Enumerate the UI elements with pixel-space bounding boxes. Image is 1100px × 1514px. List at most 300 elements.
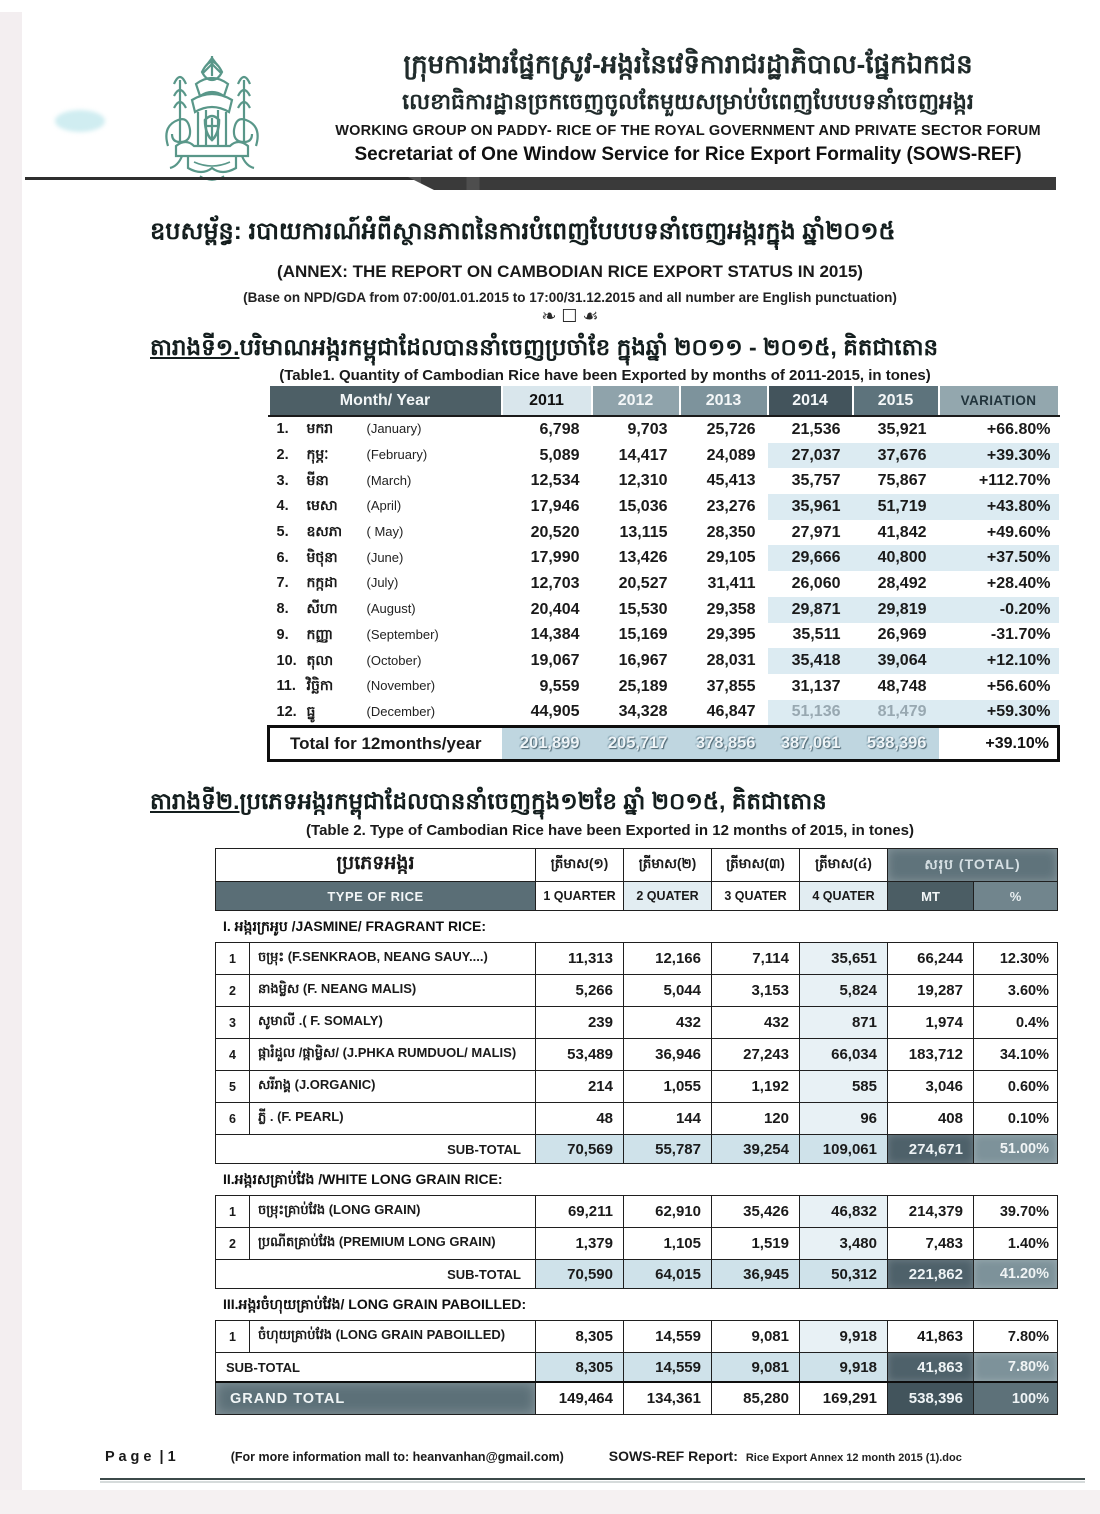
quarter2-khmer: ត្រីមាស(២) [624,849,712,882]
month-khmer: ឧសភា [306,523,343,540]
month-number: 4. [276,498,289,515]
column-header-2014: 2014 [768,386,853,416]
table2-header-khmer-row [216,849,1058,882]
month-number: 11. [276,678,296,695]
value-2011: 5,089 [539,446,580,464]
subtotal-q4: 109,061 [800,1135,888,1164]
scan-edge-left [0,12,22,1514]
mt-value: 183,712 [888,1039,974,1071]
value-2013: 31,411 [707,574,756,592]
q1-value: 53,489 [536,1039,624,1071]
table-row [269,520,1059,546]
month-english: (April) [366,498,402,514]
row-number: 2 [216,1228,250,1260]
percent-value: 1.40% [974,1228,1058,1260]
total-header-khmer: សរុប (TOTAL) [888,849,1058,882]
section3-subtotal-and-grand [216,1353,1058,1415]
q2-value: 36,946 [624,1039,712,1071]
month-number: 7. [276,575,289,592]
divider-ornament: ❧ ☐ ☙ [541,306,599,326]
section1-title: I. អង្ករក្រអូប /JASMINE/ FRAGRANT RICE: [223,918,487,934]
table1-header-row [269,386,1059,416]
subtotal-q3: 39,254 [712,1135,800,1164]
royal-arms-of-cambodia-logo [158,50,266,192]
table-row [216,975,1058,1007]
row-number: 6 [216,1103,250,1135]
percent-value: 7.80% [974,1321,1058,1353]
month-cell [269,545,502,571]
quarter2-english: 2 QUATER [624,882,712,911]
subtotal-q3: 36,945 [712,1260,800,1289]
value-2013: 29,358 [706,600,756,618]
value-2013: 29,105 [706,549,756,567]
value-2012: 15,036 [618,497,668,515]
table-row [269,468,1059,494]
table1-title-khmer [150,334,938,367]
value-2012: 13,115 [619,523,668,541]
q2-value: 12,166 [624,943,712,975]
subtotal-q3: 9,081 [712,1353,800,1383]
table1-total-row [269,727,1059,761]
value-2013: 28,031 [706,652,756,670]
rice-type-name: ផ្ការំដួល /ផ្កាម្លិស/ (J.PHKA RUMDUOL/ MALIS) [250,1039,536,1071]
row-number: 3 [216,1007,250,1039]
q4-value: 96 [800,1103,888,1135]
month-cell [269,571,502,597]
table-row [269,700,1059,727]
mt-value: 3,046 [888,1071,974,1103]
quarter4-english: 4 QUATER [800,882,888,911]
month-number: 1. [276,421,289,438]
q3-value: 7,114 [712,943,800,975]
q1-value: 11,313 [536,943,624,975]
mt-value: 214,379 [888,1196,974,1228]
subtotal-q1: 8,305 [536,1353,624,1383]
table-row [216,1228,1058,1260]
subtotal-row [216,1260,1058,1289]
value-2011: 20,404 [530,600,580,618]
value-2012: 34,328 [618,703,668,721]
value-variation: +37.50% [939,545,1059,571]
column-header-2015: 2015 [853,386,939,416]
q3-value: 9,081 [712,1321,800,1353]
value-2015: 35,921 [877,420,927,438]
value-2015: 29,819 [853,597,939,623]
rice-type-name: ប្រណីតគ្រាប់វែង (PREMIUM LONG GRAIN) [250,1228,536,1260]
month-cell [269,623,502,649]
month-khmer: សីហា [306,600,338,617]
month-number: 9. [276,626,289,643]
section1-subtotal [216,1135,1058,1164]
q3-value: 3,153 [712,975,800,1007]
percent-header: % [974,882,1058,911]
table1-header [269,386,1059,416]
value-2011: 17,990 [530,549,580,567]
q1-value: 5,266 [536,975,624,1007]
q4-value: 66,034 [800,1039,888,1071]
row-number: 4 [216,1039,250,1071]
mt-value: 1,974 [888,1007,974,1039]
total-2014: 387,061 [768,727,853,761]
q3-value: 35,426 [712,1196,800,1228]
subtotal-q4: 50,312 [800,1260,888,1289]
column-header-2013: 2013 [680,386,768,416]
value-variation: -0.20% [939,597,1059,623]
month-english: (September) [366,626,439,642]
month-khmer: មករា [306,420,334,437]
value-2014: 31,137 [791,677,841,695]
value-2013: 45,413 [706,472,756,490]
page-number: P a g e | 1 [105,1449,176,1465]
value-2011: 12,703 [530,574,580,592]
footer-rule [100,1478,1085,1480]
q4-value: 3,480 [800,1228,888,1260]
q3-value: 120 [712,1103,800,1135]
table-row [269,623,1059,649]
table-row [216,1071,1058,1103]
value-2011: 9,559 [539,677,580,695]
column-header-2011: 2011 [502,386,592,416]
month-cell [269,674,502,700]
section2-rows [216,1196,1058,1260]
row-number: 1 [216,1196,250,1228]
month-cell [269,520,502,546]
value-2015: 39,064 [853,648,939,674]
row-number: 1 [216,943,250,975]
value-2015: 51,719 [853,494,939,520]
value-2014: 27,971 [791,523,841,541]
month-english: ( May) [366,524,404,540]
value-variation: +112.70% [978,472,1051,490]
q4-value: 46,832 [800,1196,888,1228]
quarter1-khmer: ត្រីមាស(១) [536,849,624,882]
table-row [216,1103,1058,1135]
table-row [269,545,1059,571]
month-cell [269,494,502,520]
value-2012: 9,703 [627,420,668,438]
column-header-2012: 2012 [592,386,680,416]
mt-value: 66,244 [888,943,974,975]
month-english: (November) [366,678,436,694]
value-2014: 35,961 [768,494,853,520]
table-row [269,443,1059,469]
value-2012: 25,189 [618,677,668,695]
month-english: (July) [366,575,399,591]
q1-value: 239 [536,1007,624,1039]
value-2015: 75,867 [877,472,927,490]
rice-type-name: នាងម្លិស (F. NEANG MALIS) [250,975,536,1007]
value-2013: 29,395 [706,626,756,644]
grand-mt: 538,396 [888,1382,974,1415]
total-2012: 205,717 [592,727,680,761]
value-2011: 6,798 [539,420,580,438]
report-label: SOWS-REF Report: [608,1448,738,1464]
grand-total-row [216,1382,1058,1415]
subtotal-mt: 221,862 [888,1260,974,1289]
month-khmer: កញ្ញា [306,625,333,642]
percent-value: 0.4% [974,1007,1058,1039]
value-2013: 24,089 [706,446,756,464]
month-english: (June) [366,549,404,565]
grand-total-label: GRAND TOTAL [216,1382,536,1415]
value-variation: +39.30% [939,443,1059,469]
percent-value: 0.60% [974,1071,1058,1103]
value-variation: +28.40% [986,574,1051,592]
q4-value: 5,824 [800,975,888,1007]
month-khmer: មិថុនា [306,548,338,565]
value-2012: 16,967 [618,652,668,670]
month-khmer: កក្កដា [306,574,338,591]
table1-body [269,416,1059,727]
grand-q2: 134,361 [624,1382,712,1415]
mt-value: 408 [888,1103,974,1135]
type-of-rice-english: TYPE OF RICE [216,882,536,911]
letterhead-khmer-line1: ក្រុមការងារផ្នែកស្រូវ-អង្ករនៃវេទិការាជរដ្ឋាភិបាល-ផ្នែកឯកជន [403,49,973,79]
subtotal-label: SUB-TOTAL [216,1135,536,1164]
value-2014: 35,418 [768,648,853,674]
table-row [269,597,1059,623]
value-2011: 14,384 [530,626,580,644]
q2-value: 62,910 [624,1196,712,1228]
month-english: (October) [366,652,422,668]
column-header-month-year: Month/ Year [269,386,502,416]
subtotal-mt: 41,863 [888,1353,974,1383]
value-2014: 29,871 [768,597,853,623]
q1-value: 214 [536,1071,624,1103]
total-variation: +39.10% [939,727,1059,761]
value-2015: 28,492 [877,574,927,592]
month-khmer: កុម្ភៈ [306,446,329,463]
q1-value: 1,379 [536,1228,624,1260]
value-2014: 35,511 [792,626,841,644]
value-2011: 20,520 [530,523,580,541]
scan-edge-bottom [0,1490,1100,1514]
value-2014: 35,757 [791,472,841,490]
q2-value: 14,559 [624,1321,712,1353]
month-cell [269,468,502,494]
rice-type-name: ភ្លី . (F. PEARL) [250,1103,536,1135]
rice-type-name: ចម្រុះ (F.SENKRAOB, NEANG SAUY....) [250,943,536,975]
table2-title-khmer-rest: ប្រភេទអង្ករកម្ពុជាដែលបាននាំចេញក្នុង១២ខែ ឆ្នាំ ២០១៥, គិតជាតោន [239,788,827,814]
value-2012: 12,310 [618,472,668,490]
month-english: (February) [366,447,428,463]
subtotal-row [216,1353,1058,1383]
value-2011: 44,905 [530,703,580,721]
letterhead-english-line2: Secretariat of One Window Service for Rice Export Formality (SOWS-REF) [354,144,1022,165]
table-row [269,416,1059,443]
value-2014: 51,136 [768,700,853,727]
letterhead [318,44,1058,168]
percent-value: 3.60% [974,975,1058,1007]
table2-title-khmer [150,788,827,821]
table2-header-english-row [216,882,1058,911]
percent-value: 12.30% [974,943,1058,975]
q4-value: 9,918 [800,1321,888,1353]
value-variation: +56.60% [986,677,1051,695]
mt-value: 41,863 [888,1321,974,1353]
month-number: 10. [276,652,297,669]
table1-title-khmer-prefix: តារាងទី១. [150,334,240,360]
mt-value: 7,483 [888,1228,974,1260]
value-2015: 81,479 [853,700,939,727]
month-number: 2. [276,447,289,464]
q2-value: 1,055 [624,1071,712,1103]
month-khmer: ធ្នូ [306,702,316,719]
table-row [216,943,1058,975]
month-english: (March) [366,472,412,488]
base-note: (Base on NPD/GDA from 07:00/01.01.2015 to 17:00/31.12.2015 and all number are English punctuation) [243,290,897,305]
month-cell [269,416,502,443]
table-row [269,494,1059,520]
row-number: 2 [216,975,250,1007]
table2-section2 [215,1195,1058,1289]
rice-type-name: ចម្រុះគ្រាប់វែង (LONG GRAIN) [250,1196,536,1228]
page-footer [105,1448,1080,1465]
header-rule-thin [25,177,425,180]
table2-rice-types [215,848,1057,1415]
report-filename: Rice Export Annex 12 month 2015 (1).doc [745,1452,962,1464]
month-number: 6. [276,549,289,566]
subtotal-q2: 64,015 [624,1260,712,1289]
q1-value: 48 [536,1103,624,1135]
quarter4-khmer: ត្រីមាស(៤) [800,849,888,882]
letterhead-khmer-line2: លេខាធិការដ្ឋានច្រកចេញចូលតែមួយសម្រាប់បំពេញបែបបទនាំចេញអង្ករ [402,89,974,114]
table-row [269,571,1059,597]
table1-title-english: (Table1. Quantity of Cambodian Rice have been Exported by months of 2011-2015, in tones) [279,367,931,384]
q4-value: 871 [800,1007,888,1039]
value-2014: 27,037 [768,443,853,469]
annex-title: (ANNEX: THE REPORT ON CAMBODIAN RICE EXPORT STATUS IN 2015) [277,262,863,281]
value-2014: 29,666 [768,545,853,571]
q2-value: 432 [624,1007,712,1039]
value-variation: +59.30% [939,700,1059,727]
q1-value: 69,211 [536,1196,624,1228]
type-of-rice-khmer: ប្រភេទអង្ករ [216,849,536,882]
subtotal-q1: 70,590 [536,1260,624,1289]
percent-value: 34.10% [974,1039,1058,1071]
section2-title: II.អង្ករសគ្រាប់វែង /WHITE LONG GRAIN RICE: [223,1171,503,1187]
quarter3-khmer: ត្រីមាស(៣) [712,849,800,882]
value-2012: 15,530 [618,600,668,618]
subtotal-percent: 41.20% [974,1260,1058,1289]
section3-rows [216,1321,1058,1353]
month-cell [269,700,502,727]
rice-type-name: សរីរាង្គ (J.ORGANIC) [250,1071,536,1103]
total-2011: 201,899 [502,727,592,761]
value-variation: +49.60% [986,523,1051,541]
value-2012: 20,527 [618,574,668,592]
q3-value: 432 [712,1007,800,1039]
value-2015: 37,676 [853,443,939,469]
q1-value: 8,305 [536,1321,624,1353]
table1-title-khmer-rest: បរិមាណអង្ករកម្ពុជាដែលបាននាំចេញប្រចាំខែ ក្នុងឆ្នាំ ២០១១ - ២០១៥, គិតជាតោន [239,334,939,360]
value-2013: 23,276 [706,497,756,515]
value-2011: 12,534 [530,472,580,490]
value-2011: 17,946 [530,497,580,515]
q3-value: 27,243 [712,1039,800,1071]
table-row [216,1321,1058,1353]
value-2012: 13,426 [618,549,668,567]
value-2015: 26,969 [877,626,927,644]
q3-value: 1,519 [712,1228,800,1260]
total-2015: 538,396 [853,727,939,761]
value-variation: -31.70% [990,626,1051,644]
table1-total [269,727,1059,761]
value-2013: 37,855 [706,677,756,695]
section1-rows [216,943,1058,1135]
month-khmer: វិច្ឆិកា [306,677,334,694]
table-row [216,1196,1058,1228]
table2-title-khmer-prefix: តារាងទី២. [150,788,240,814]
table-row [269,648,1059,674]
row-number: 1 [216,1321,250,1353]
mt-header: MT [888,882,974,911]
letterhead-english-line1: WORKING GROUP ON PADDY- RICE OF THE ROYAL GOVERNMENT AND PRIVATE SECTOR FORUM [335,123,1041,139]
table1-monthly-exports [267,386,1060,762]
quarter1-english: 1 QUARTER [536,882,624,911]
month-khmer: មេសា [306,497,338,514]
q2-value: 1,105 [624,1228,712,1260]
value-2015: 48,748 [877,677,927,695]
month-cell [269,597,502,623]
q2-value: 144 [624,1103,712,1135]
contact-info: (For more information mall to: heanvanhan@gmail.com) [230,1450,564,1464]
subtotal-percent: 51.00% [974,1135,1058,1164]
month-khmer: តុលា [306,651,334,668]
column-header-variation: VARIATION [939,386,1059,416]
subtotal-mt: 274,671 [888,1135,974,1164]
total-2013: 378,856 [680,727,768,761]
month-number: 5. [276,524,289,541]
value-variation: +43.80% [939,494,1059,520]
subtotal-row [216,1135,1058,1164]
table2-header [215,848,1058,911]
subtotal-q1: 70,569 [536,1135,624,1164]
value-variation: +66.80% [986,420,1051,438]
value-2011: 19,067 [530,652,580,670]
value-2014: 21,536 [791,420,841,438]
table-row [216,1039,1058,1071]
subtotal-q4: 9,918 [800,1353,888,1383]
value-2015: 40,800 [853,545,939,571]
subtotal-q2: 14,559 [624,1353,712,1383]
mt-value: 19,287 [888,975,974,1007]
month-number: 8. [276,601,289,618]
q4-value: 585 [800,1071,888,1103]
grand-q4: 169,291 [800,1382,888,1415]
month-khmer: មីនា [306,471,329,488]
row-number: 5 [216,1071,250,1103]
q3-value: 1,192 [712,1071,800,1103]
q2-value: 5,044 [624,975,712,1007]
value-2012: 15,169 [618,626,668,644]
section3-title: III.អង្ករចំហុយគ្រាប់វែង/ LONG GRAIN PABOILLED: [223,1296,527,1312]
subtotal-label: SUB-TOTAL [216,1260,536,1289]
value-2012: 14,417 [618,446,668,464]
month-english: (January) [366,421,422,437]
value-2013: 28,350 [706,523,756,541]
scan-smudge [55,110,105,132]
month-number: 3. [276,472,289,489]
grand-q1: 149,464 [536,1382,624,1415]
month-english: (August) [366,601,416,617]
value-2014: 26,060 [791,574,841,592]
table2-section3 [215,1320,1058,1415]
month-cell [269,443,502,469]
section2-subtotal [216,1260,1058,1289]
table2-title-english: (Table 2. Type of Cambodian Rice have been Exported in 12 months of 2015, in tones) [306,822,914,839]
rice-type-name: សូមាលី .( F. SOMALY) [250,1007,536,1039]
